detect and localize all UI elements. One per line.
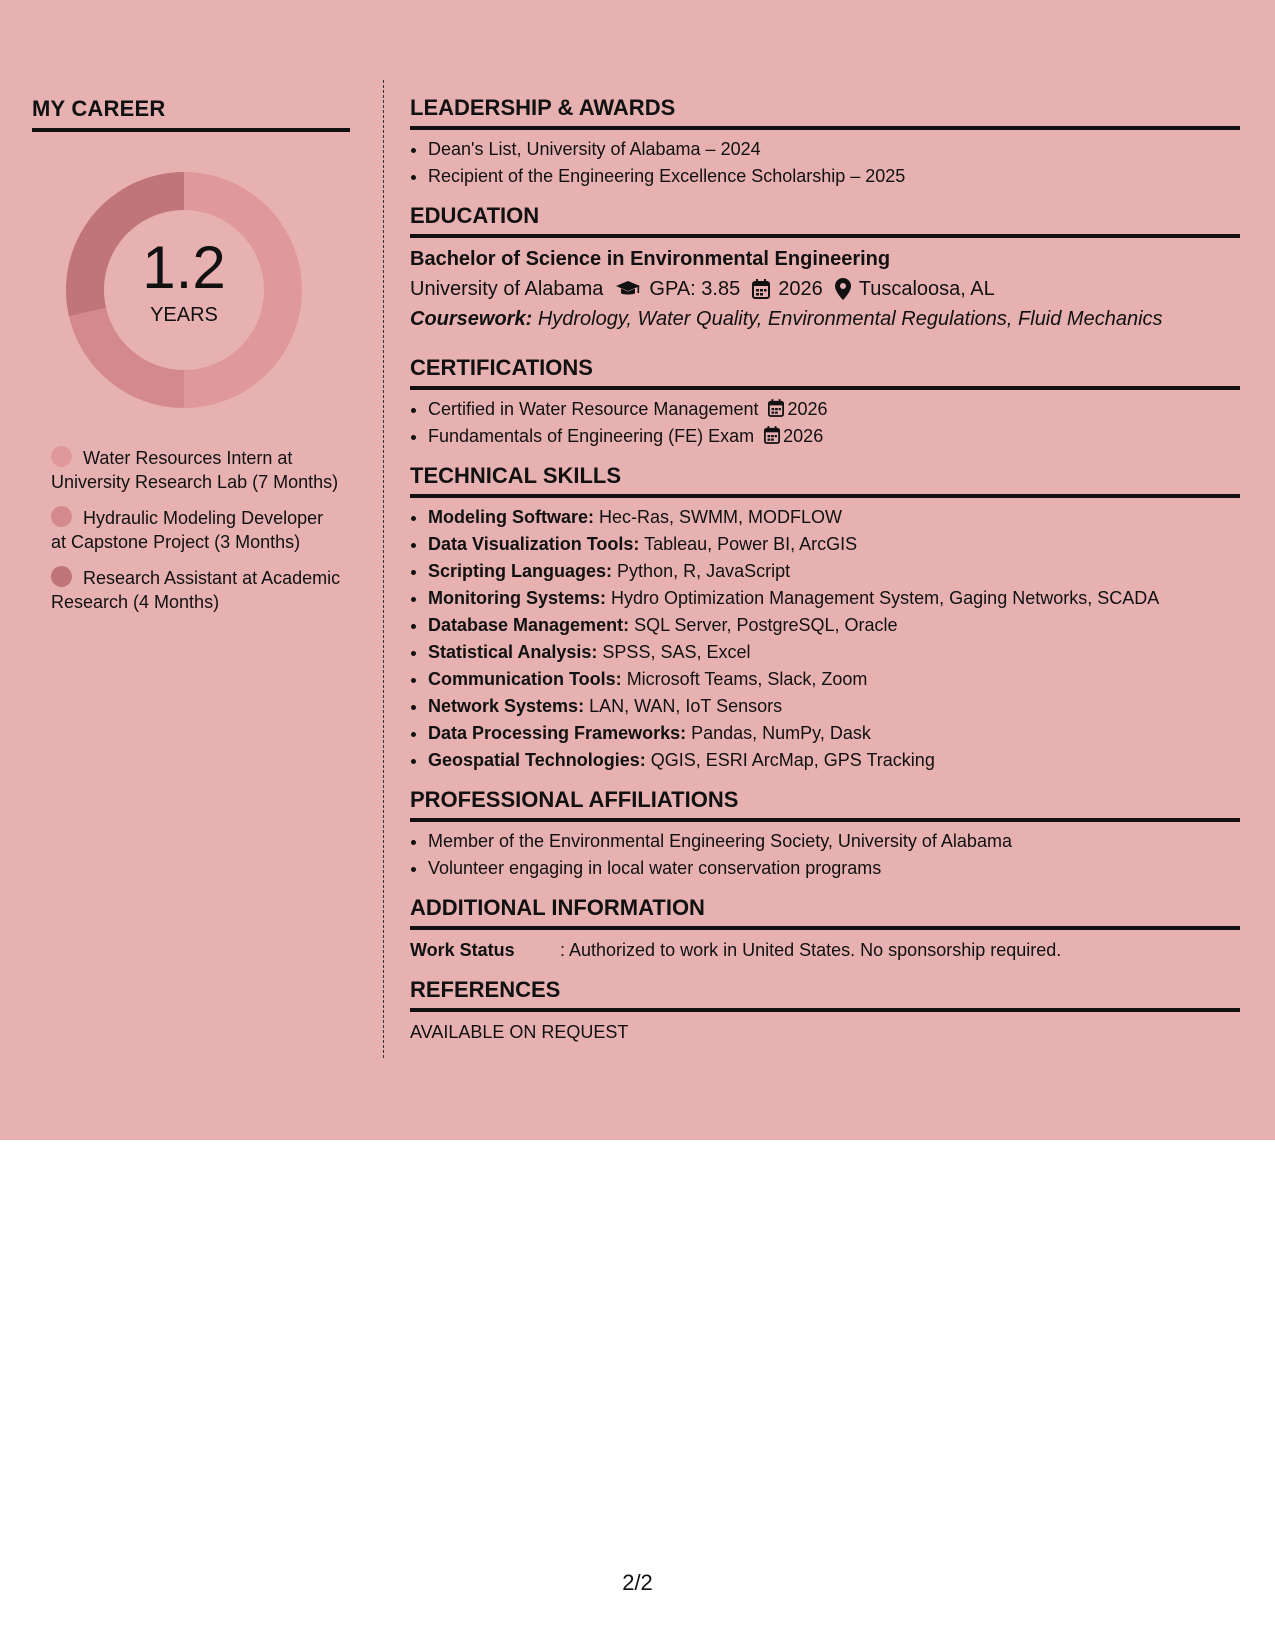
- school-location: Tuscaloosa, AL: [858, 278, 995, 300]
- list-item: • Member of the Environmental Engineering Society, University of Alabama: [428, 828, 1240, 855]
- section-rule: [410, 926, 1240, 930]
- section-title: CERTIFICATIONS: [410, 355, 593, 380]
- skill-value: Python, R, JavaScript: [617, 561, 791, 581]
- list-item: • Dean's List, University of Alabama – 2024: [428, 136, 1240, 163]
- section-rule: [410, 1008, 1240, 1012]
- list-item: • Volunteer engaging in local water conservation programs: [428, 855, 1240, 882]
- list-item: [428, 423, 1240, 450]
- affiliations-list: [410, 828, 1240, 882]
- degree-title: Bachelor of Science in Environmental Engineering: [410, 248, 891, 270]
- cert-name: Certified in Water Resource Management: [428, 399, 759, 419]
- references-section: [410, 976, 1240, 1046]
- section-title: REFERENCES: [410, 977, 561, 1002]
- skill-value: Hec-Ras, SWMM, MODFLOW: [599, 507, 843, 527]
- cert-date: 2026: [787, 399, 828, 419]
- section-rule: [410, 386, 1240, 390]
- skill-value: SQL Server, PostgreSQL, Oracle: [634, 615, 898, 635]
- career-legend: [51, 446, 350, 614]
- skill-value: Tableau, Power BI, ArcGIS: [644, 534, 858, 554]
- skill-item: [428, 720, 1240, 747]
- skill-value: Microsoft Teams, Slack, Zoom: [626, 669, 868, 689]
- list-item: [428, 396, 1240, 423]
- skills-list: [410, 504, 1240, 774]
- section-title: PROFESSIONAL AFFILIATIONS: [410, 787, 739, 812]
- skill-item: [428, 558, 1240, 585]
- donut-unit: YEARS: [150, 304, 218, 326]
- career-title-rule: [32, 128, 350, 132]
- skill-item: [428, 666, 1240, 693]
- legend-dot-icon: [51, 566, 72, 587]
- skill-value: SPSS, SAS, Excel: [602, 642, 751, 662]
- skill-item: [428, 693, 1240, 720]
- skill-value: Pandas, NumPy, Dask: [691, 723, 871, 743]
- school-name: University of Alabama: [410, 278, 604, 300]
- education-section: [410, 202, 1240, 334]
- calendar-icon: [764, 426, 780, 444]
- career-title: MY CAREER: [32, 96, 166, 121]
- main-column: [410, 94, 1240, 1058]
- legend-item: [51, 446, 341, 494]
- section-rule: [410, 818, 1240, 822]
- column-divider: [383, 80, 384, 1058]
- skill-item: [428, 531, 1240, 558]
- certifications-section: [410, 354, 1240, 450]
- legend-item: [51, 506, 341, 554]
- skill-item: [428, 504, 1240, 531]
- location-pin-icon: [835, 278, 851, 300]
- skill-value: Hydro Optimization Management System, Gaging Networks, SCADA: [611, 588, 1160, 608]
- skill-label: Statistical Analysis:: [428, 642, 598, 662]
- legend-dot-icon: [51, 446, 72, 467]
- work-status-value: : Authorized to work in United States. No sponsorship required.: [560, 940, 1062, 960]
- section-title: TECHNICAL SKILLS: [410, 463, 622, 488]
- career-column: [32, 96, 350, 626]
- graduation-cap-icon: [615, 280, 641, 298]
- cert-date: 2026: [783, 426, 824, 446]
- skill-value: QGIS, ESRI ArcMap, GPS Tracking: [650, 750, 935, 770]
- skill-label: Network Systems:: [428, 696, 585, 716]
- section-title: LEADERSHIP & AWARDS: [410, 95, 676, 120]
- coursework-label: Coursework:: [410, 308, 533, 330]
- skill-item: [428, 639, 1240, 666]
- section-rule: [410, 234, 1240, 238]
- skill-label: Scripting Languages:: [428, 561, 613, 581]
- legend-label: Research Assistant at Academic Research (4 Months): [51, 568, 341, 612]
- skill-label: Data Visualization Tools:: [428, 534, 640, 554]
- page-number: 2/2: [622, 1570, 653, 1595]
- certifications-list: [410, 396, 1240, 450]
- section-title: ADDITIONAL INFORMATION: [410, 895, 705, 920]
- legend-label: Hydraulic Modeling Developer at Capstone Project (3 Months): [51, 508, 324, 552]
- work-status-label: Work Status: [410, 940, 515, 960]
- skill-label: Geospatial Technologies:: [428, 750, 646, 770]
- leadership-section: [410, 94, 1240, 190]
- education-details: [410, 274, 1240, 304]
- skill-item: [428, 747, 1240, 774]
- skill-label: Modeling Software:: [428, 507, 594, 527]
- legend-dot-icon: [51, 506, 72, 527]
- graduation-year: 2026: [778, 278, 823, 300]
- calendar-icon: [768, 399, 784, 417]
- skill-label: Data Processing Frameworks:: [428, 723, 687, 743]
- career-donut-chart: [64, 170, 304, 410]
- skill-label: Communication Tools:: [428, 669, 622, 689]
- work-status-row: [410, 936, 1240, 964]
- additional-info-section: [410, 894, 1240, 964]
- leadership-list: [410, 136, 1240, 190]
- skills-section: [410, 462, 1240, 774]
- skill-label: Database Management:: [428, 615, 630, 635]
- skill-value: LAN, WAN, IoT Sensors: [589, 696, 783, 716]
- legend-item: [51, 566, 341, 614]
- coursework-list: Hydrology, Water Quality, Environmental Regulations, Fluid Mechanics: [537, 308, 1163, 330]
- cert-name: Fundamentals of Engineering (FE) Exam: [428, 426, 755, 446]
- legend-label: Water Resources Intern at University Research Lab (7 Months): [51, 448, 339, 492]
- coursework: [410, 304, 1240, 334]
- skill-item: [428, 612, 1240, 639]
- donut-value: 1.2: [142, 234, 226, 301]
- section-title: EDUCATION: [410, 203, 540, 228]
- skill-label: Monitoring Systems:: [428, 588, 607, 608]
- section-rule: [410, 494, 1240, 498]
- skill-item: [428, 585, 1240, 612]
- references-text: AVAILABLE ON REQUEST: [410, 1022, 629, 1042]
- section-rule: [410, 126, 1240, 130]
- calendar-icon: [752, 279, 770, 299]
- gpa: GPA: 3.85: [649, 278, 741, 300]
- list-item: • Recipient of the Engineering Excellence Scholarship – 2025: [428, 163, 1240, 190]
- affiliations-section: [410, 786, 1240, 882]
